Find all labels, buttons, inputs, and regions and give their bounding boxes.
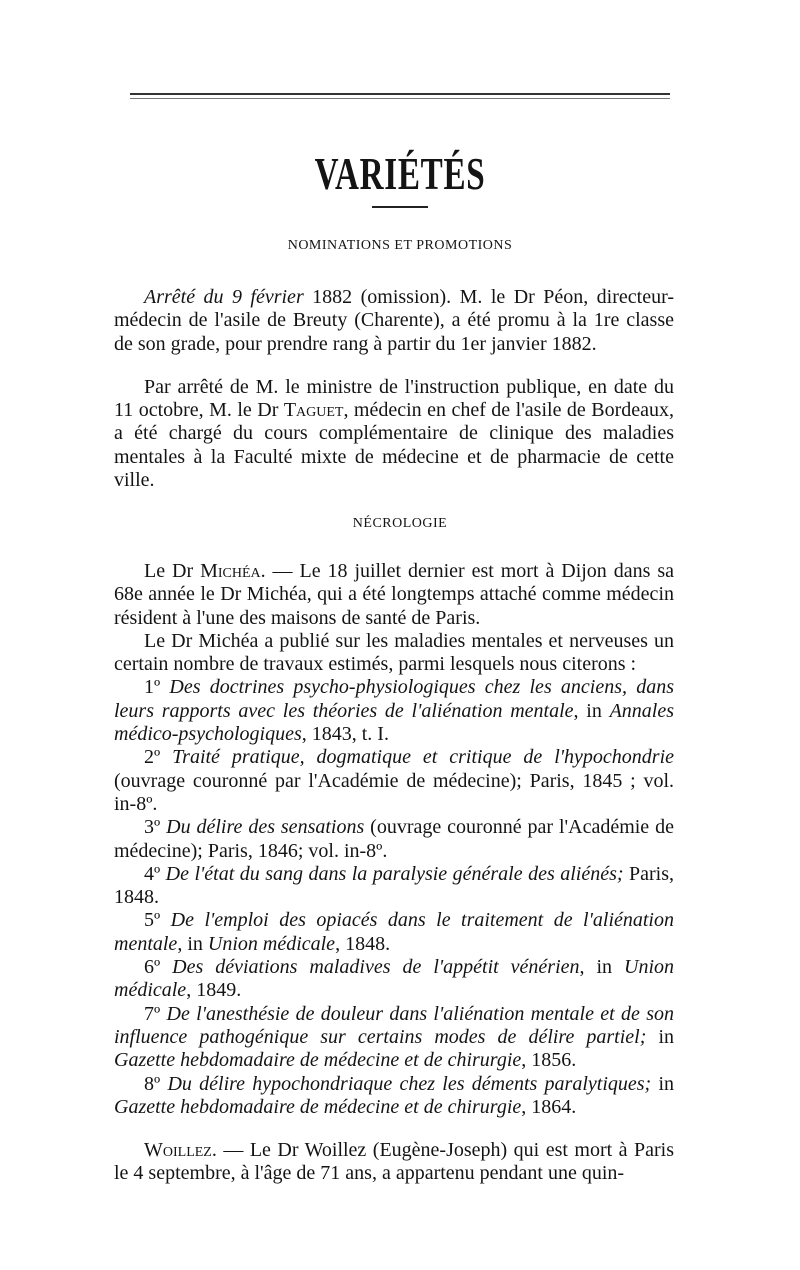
work-detail: , 1849.	[186, 979, 242, 1002]
person-name: Michéa	[200, 560, 261, 582]
work-number: 4º	[144, 862, 166, 885]
paragraph-taguet	[114, 376, 674, 492]
work-venue: Union médicale	[114, 956, 675, 1002]
work-item	[114, 956, 674, 1003]
work-number: 5º	[144, 909, 171, 932]
work-item	[114, 863, 674, 910]
work-detail: (ouvrage couronné par l'Académie de médecine); Paris, 1846; vol. in-8º.	[114, 816, 674, 862]
nominations-body	[114, 286, 674, 492]
page-title: VARIÉTÉS	[314, 148, 486, 199]
work-detail: , in	[573, 699, 610, 722]
work-title: Du délire hypochondriaque chez les déments paralytiques;	[167, 1072, 652, 1095]
paragraph-text: Par arrêté de M. le ministre de l'instruction publique, en date du 11 octobre, M. le Dr	[114, 375, 674, 422]
work-detail: , in	[579, 956, 625, 979]
work-item	[114, 746, 674, 816]
person-name: Taguet	[283, 399, 344, 422]
paragraph-michea	[114, 560, 674, 630]
work-detail: Paris, 1848.	[114, 862, 674, 909]
work-detail: , in	[177, 932, 208, 955]
work-title: Des doctrines psycho-physiologiques chez les anciens, dans leurs rapports avec les théories de l'aliénation mentale	[114, 676, 675, 722]
work-title: De l'anesthésie de douleur dans l'aliénation mentale et de son influence pathogénique sur certains modes de délire partiel;	[114, 1002, 674, 1048]
work-title: De l'état du sang dans la paralysie générale des aliénés;	[165, 862, 624, 885]
work-number: 7º	[144, 1002, 167, 1025]
paragraph-works-intro: Le Dr Michéa a publié sur les maladies mentales et nerveuses un certain nombre de travaux estimés, parmi lesquels nous citerons :	[114, 629, 674, 676]
work-title: De l'emploi des opiacés dans le traitement de l'aliénation mentale	[114, 909, 674, 955]
work-item	[114, 1003, 674, 1073]
work-venue: Gazette hebdomadaire de médecine et de chirurgie	[114, 1095, 522, 1118]
work-detail: , 1843, t. I.	[301, 723, 389, 746]
section-heading-necrologie: NÉCROLOGIE	[352, 516, 448, 531]
work-detail: , 1856.	[521, 1049, 577, 1072]
title-rule	[372, 206, 428, 208]
paragraph-text: 1882 (omission). M. le Dr Péon, directeur-médecin de l'asile de Breuty (Charente), a été promu à la 1re classe de son grade, pour prendre rang à partir du 1er janvier 1882.	[114, 286, 675, 355]
work-number: 2º	[144, 746, 173, 769]
work-title: Traité pratique, dogmatique et critique de l'hypochondrie	[172, 746, 675, 769]
work-title: Des déviations maladives de l'appétit vénérien	[172, 956, 580, 979]
work-venue: Annales médico-psychologiques	[114, 699, 674, 746]
work-venue: Union médicale	[207, 932, 336, 955]
work-number: 8º	[144, 1072, 168, 1095]
work-detail: , 1848.	[335, 932, 391, 955]
work-number: 6º	[144, 956, 173, 979]
paragraph-text: Le Dr	[144, 560, 201, 582]
work-item	[114, 676, 674, 746]
paragraph-woillez	[114, 1139, 674, 1186]
necrologie-body	[114, 560, 674, 1186]
top-rule	[130, 93, 670, 99]
work-detail: in	[651, 1072, 675, 1095]
work-detail: , 1864.	[521, 1095, 577, 1118]
decree-lead: Arrêté du 9 février	[144, 286, 304, 308]
work-title: Du délire des sensations	[166, 816, 365, 839]
work-item	[114, 816, 674, 863]
paragraph-peon	[114, 286, 674, 356]
section-heading-nominations: NOMINATIONS ET PROMOTIONS	[287, 238, 513, 253]
work-detail: (ouvrage couronné par l'Académie de médecine); Paris, 1845 ; vol. in-8º.	[114, 769, 674, 815]
work-number: 1º	[144, 676, 170, 699]
paragraph-text: . — Le Dr Woillez (Eugène-Joseph) qui est mort à Paris le 4 septembre, à l'âge de 71 ans, a appartenu pendant une quin-	[114, 1139, 674, 1185]
work-venue: Gazette hebdomadaire de médecine et de chirurgie	[114, 1049, 522, 1072]
work-item	[114, 1073, 674, 1120]
work-number: 3º	[144, 816, 167, 839]
work-detail: in	[646, 1025, 674, 1048]
paragraph-text: , médecin en chef de l'asile de Bordeaux, a été chargé du cours complémentaire de clinique des maladies mentales à la Faculté mixte de médecine et de pharmacie de cette ville.	[114, 399, 674, 492]
work-item	[114, 909, 674, 956]
person-name: Woillez	[144, 1139, 212, 1162]
paragraph-text: . — Le 18 juillet dernier est mort à Dijon dans sa 68e année le Dr Michéa, qui a été longtemps attaché comme médecin résident à l'une des maisons de santé de Paris.	[114, 560, 674, 629]
